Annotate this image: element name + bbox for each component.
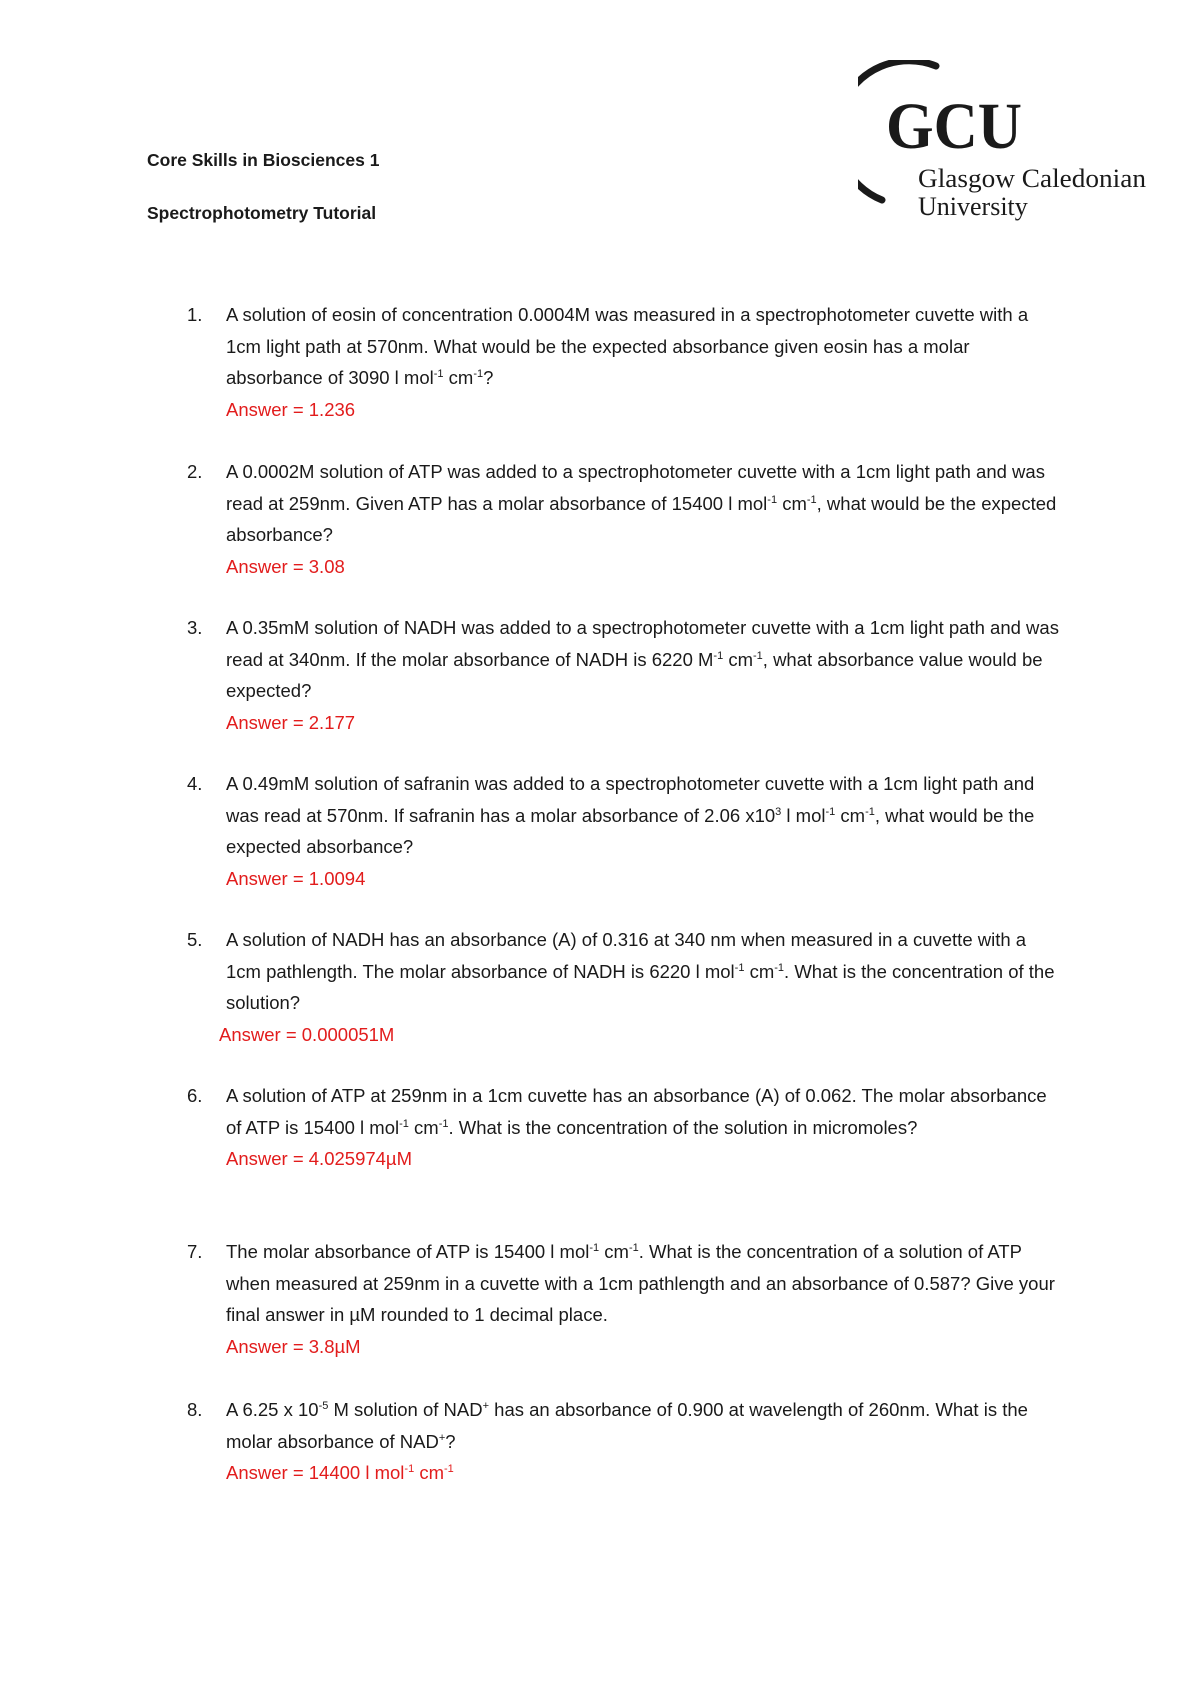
question-number: 2. (187, 461, 203, 482)
question-number: 6. (187, 1085, 203, 1106)
question-number: 5. (187, 929, 203, 950)
question-text: The molar absorbance of ATP is 15400 l mol$^{-1}$ $cm^{-1}$. What is the concentration of a solution of ATP when measured at 259nm in a cuvette with a 1cm pathlength and an absorbance of 0.587? Give your final answer in µM rounded to 1 decimal place. Answer = 3.8µM (226, 1236, 1066, 1362)
question-text: A 0.49mM solution of safranin was added to a spectrophotometer cuvette with a 1cm light path and was read at 570nm. If safranin has a molar absorbance of 2.06 $x10^3$ l mol$^{-1}$ $cm^{-1}$, what would be the expected absorbance? Answer = 1.0094 (226, 768, 1066, 894)
answer: Answer = 4.025974µM (226, 1148, 413, 1169)
question-number: 4. (187, 773, 203, 794)
question-text: A 0.0002M solution of ATP was added to a spectrophotometer cuvette with a 1cm light path and was read at 259nm. Given ATP has a molar absorbance of 15400 l mol$^{-1}$ $cm^{-1}$, what would be the expected absorbance? Answer = 3.08 (226, 456, 1066, 582)
question-text: A solution of ATP at 259nm in a 1cm cuvette has an absorbance (A) of 0.062. The molar absorbance of ATP is 15400 l mol$^{-1}$ $cm^{-1}$. What is the concentration of the solution in micromoles? Answer = 4.025974µM (226, 1080, 1066, 1175)
tutorial-title: Spectrophotometry Tutorial (147, 203, 377, 223)
answer: Answer = 0.000051M (219, 1023, 395, 1045)
logo-abbrev: GCU (886, 90, 1022, 163)
gcu-logo (858, 60, 1158, 230)
logo-line1: Glasgow Caledonian (918, 164, 1146, 193)
logo-line2: University (918, 192, 1028, 221)
question-text: A 6.25 x $10^{-5}$ M solution of NAD+ has an absorbance of 0.900 at wavelength of 260nm. What is the molar absorbance of NAD+? Answer = 14400 l mol$^{-1}$ $cm^{-1}$ (226, 1394, 1066, 1489)
answer: Answer = 2.177 (226, 711, 356, 733)
answer: Answer = 1.0094 (226, 867, 366, 889)
course-title: Core Skills in Biosciences 1 (147, 150, 380, 170)
answer: Answer = 14400 l mol$^{-1}$ $cm^{-1}$ (226, 1462, 454, 1483)
answer: Answer = 1.236 (226, 398, 356, 420)
question-number: 1. (187, 304, 203, 325)
question-number: 7. (187, 1241, 203, 1262)
question-number: 8. (187, 1399, 203, 1420)
question-number: 3. (187, 617, 203, 638)
answer: Answer = 3.8µM (226, 1335, 361, 1357)
question-text: A 0.35mM solution of NADH was added to a spectrophotometer cuvette with a 1cm light path and was read at 340nm. If the molar absorbance of NADH is 6220 $M^{-1}$ $cm^{-1}$, what absorbance value would be expected? Answer = 2.177 (226, 612, 1066, 738)
answer: Answer = 3.08 (226, 555, 345, 577)
question-text: A solution of eosin of concentration 0.0004M was measured in a spectrophotometer cuvette with a 1cm light path at 570nm. What would be the expected absorbance given eosin has a molar absorbance of 3090 l mol$^{-1}$ $cm^{-1}$? Answer = 1.236 (226, 299, 1066, 425)
question-text: A solution of NADH has an absorbance (A) of 0.316 at 340 nm when measured in a cuvette with a 1cm pathlength. The molar absorbance of NADH is 6220 l mol$^{-1}$ $cm^{-1}$. What is the concentration of the solution? Answer = 0.000051M (226, 924, 1066, 1050)
